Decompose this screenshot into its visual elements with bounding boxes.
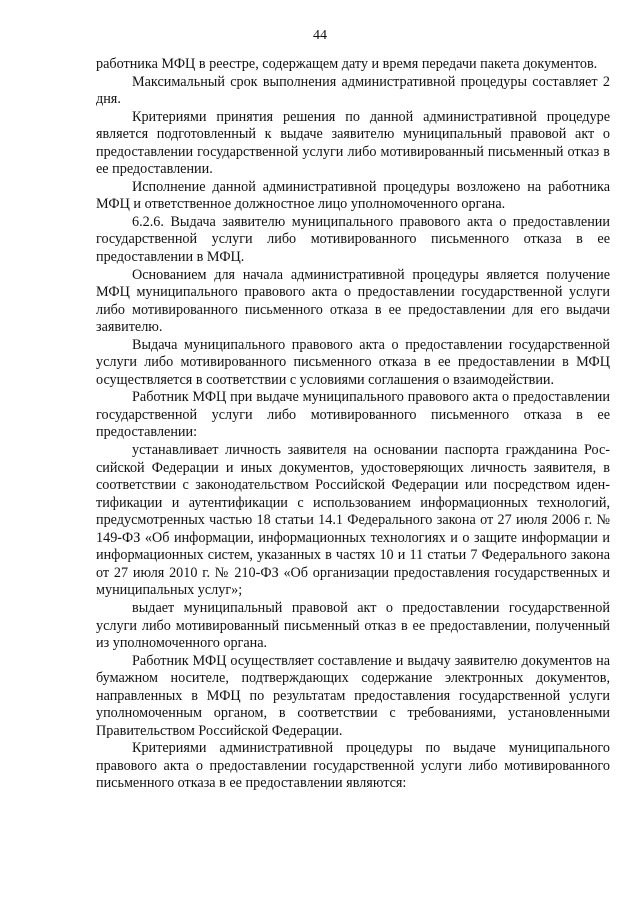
paragraph: выдает муниципальный правовой акт о предоставлении государственной услуги либо мотивированный письменный отказ в ее предоставлении, полученный из уполномоченного органа. — [96, 599, 610, 652]
paragraph: Работник МФЦ при выдаче муниципального правового акта о предоставлении государственной услуги либо мотивированного письменного отказа в ее предоставлении: — [96, 389, 610, 441]
paragraph: Выдача муниципального правового акта о предоставлении государственной услуги либо мотивированного письменного отказа в ее предоставлении в МФЦ осуществляется в соответствии с условиями соглашения о взаимодействии. — [96, 336, 610, 388]
paragraph: Максимальный срок выполнения административной процедуры составляет 2 дня. — [96, 73, 610, 108]
paragraph: Критериями принятия решения по данной административной процедуре является подготовленный к выдаче заявителю муниципальный правовой акт о предоставлении государственной услуги либо мотивированный письменный отказ в ее предоставлении. — [96, 108, 610, 178]
page-number: 44 — [313, 28, 327, 43]
paragraph: 6.2.6. Выдача заявителю муниципального правового акта о предоставлении государственной услуги либо мотивированного письменного отказа в ее предоставлении в МФЦ. — [96, 213, 610, 266]
paragraph: Исполнение данной административной процедуры возложено на работника МФЦ и ответственное должностное лицо уполномоченного органа. — [96, 178, 610, 213]
paragraph: Основанием для начала административной процедуры является получение МФЦ муниципального правового акта о предоставлении государственной услуги либо мотивированного письменного отказа в ее предоставлении для его выдачи заявителю. — [96, 266, 610, 336]
paragraph: Работник МФЦ осуществляет составление и выдачу заявителю документов на бумажном носителе, подтверждающих содержание электронных документов, направленных в МФЦ по результатам предоставления государственной услуги уполномоченным органом, в соответствии с требованиями, установленными Правительством Российской Федерации. — [96, 652, 610, 739]
paragraph: устанавливает личность заявителя на основании паспорта гражданина Российской Федерации и иных документов, удостоверяющих личность заявителя, в соответствии с законодательством Российской Федерации или посредством идентификации и аутентификации с использованием информационных технологий, предусмотренных частью 18 статьи 14.1 Федерального закона от 27 июля 2006 г. № 149-ФЗ «Об информации, информационных технологиях и о защите информации и информационных систем, указанных в частях 10 и 11 статьи 7 Федерального закона от 27 июля 2010 г. № 210-ФЗ «Об организации предоставления государственных и муниципальных услуг»; — [96, 442, 610, 599]
document-body — [96, 56, 610, 793]
paragraph: Критериями административной процедуры по выдаче муниципального правового акта о предоставлении государственной услуги либо мотивированного письменного отказа в ее предоставлении являются: — [96, 740, 610, 792]
paragraph: работника МФЦ в реестре, содержащем дату и время передачи пакета документов. — [96, 56, 598, 72]
